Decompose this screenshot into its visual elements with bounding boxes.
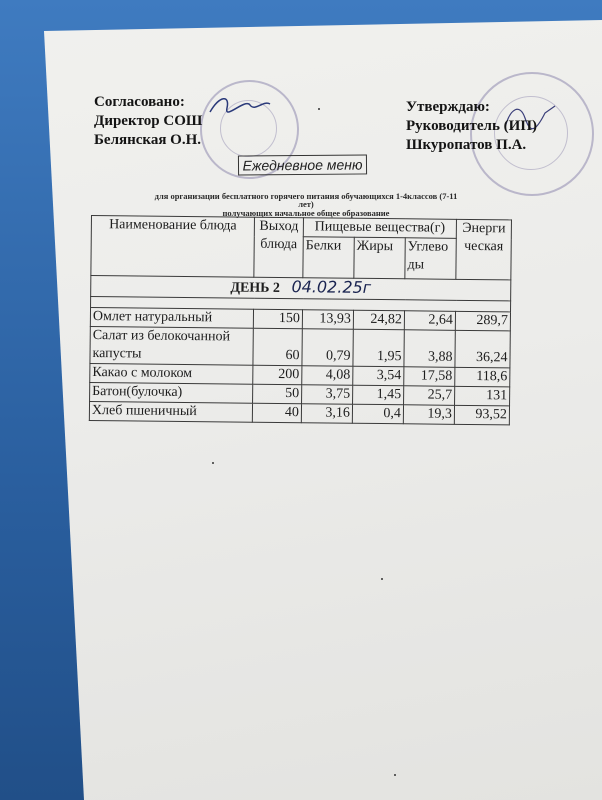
director-signature [205,90,275,120]
dish-energy: 131 [455,386,510,406]
subtitle-line-1: для организации бесплатного горячего питания обучающихся 1-4классов (7-11 [154,191,458,201]
director-name: Белянская О.Н. [94,132,202,148]
dish-fat: 24,82 [353,310,404,330]
agreed-label: Согласовано: [94,94,185,110]
table-row [90,326,510,367]
head-name: Шкуропатов П.А. [406,137,527,153]
dish-carbs: 3,88 [404,330,455,368]
dish-name: Омлет натуральный [90,308,253,329]
table-row [89,401,509,424]
dish-fat: 1,45 [353,385,404,405]
dish-energy: 93,52 [454,405,509,425]
dish-carbs: 25,7 [404,386,455,406]
dish-energy: 289,7 [455,311,510,331]
director-position: Директор СОШ [94,113,203,129]
dish-protein: 3,16 [301,404,352,424]
dish-energy: 36,24 [455,330,510,368]
dish-carbs: 17,58 [404,367,455,387]
dish-protein: 3,75 [302,385,353,405]
dish-name: Батон(булочка) [90,382,253,403]
header-nutrients: Пищевые вещества(г) [303,218,456,239]
header-protein: Белки [303,237,354,279]
subtitle-line-2: получающих начальное общее образование [222,208,390,218]
head-position: Руководитель (ИП) [406,118,537,134]
dish-name: Какао с молоком [90,363,253,384]
header-fat: Жиры [354,237,405,279]
dish-protein: 13,93 [302,310,353,330]
header-energy [456,219,512,280]
subtitle-line-1b: лет) [298,199,314,209]
header-output [254,217,304,278]
dish-carbs: 19,3 [403,405,454,425]
dish-carbs: 2,64 [404,311,455,331]
header-carbs: Углеводы [405,238,456,280]
dish-output: 60 [253,328,302,366]
header-dish-name: Наименование блюда [91,216,255,278]
dish-output: 200 [253,365,302,385]
dish-fat: 3,54 [353,366,404,386]
dish-protein: 4,08 [302,366,353,386]
dish-output: 50 [253,384,302,404]
paper-speck [394,774,396,776]
dish-name: Хлеб пшеничный [89,401,252,422]
menu-table [89,215,512,425]
dish-output: 150 [253,309,302,329]
table-header-row [91,216,511,239]
day-cell [91,276,511,301]
day-label: ДЕНЬ 2 [230,280,281,296]
dish-fat: 0,4 [352,404,403,424]
dish-fat: 1,95 [353,329,404,367]
menu-title: Ежедневное меню [238,154,367,175]
paper-speck [212,462,214,464]
day-row [91,276,511,301]
paper-speck [381,578,383,580]
header-output-text: Выход блюда [259,218,299,253]
day-date: 04.02.25г [291,277,372,297]
paper-speck [318,108,320,110]
dish-output: 40 [252,403,301,423]
approval-block [406,98,537,155]
approve-label: Утверждаю: [406,99,490,115]
dish-name: Салат из белокочанной капусты [90,326,253,365]
header-energy-text: Энергическая [462,220,506,255]
agreement-block [94,93,202,150]
dish-protein: 0,79 [302,329,353,367]
dish-energy: 118,6 [455,367,510,387]
